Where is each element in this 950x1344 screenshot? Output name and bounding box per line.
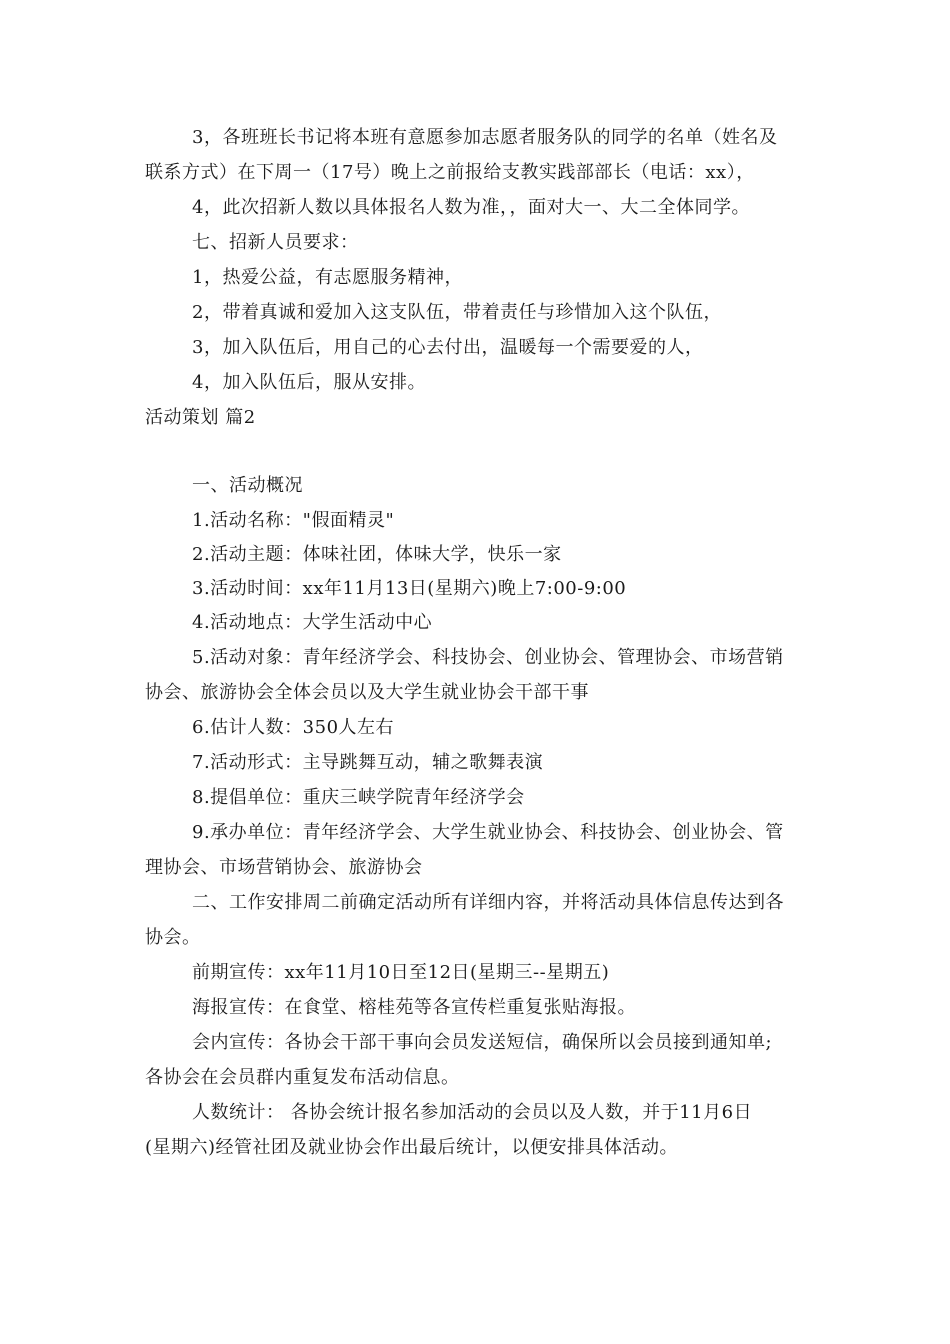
organizer-line-1: 9.承办单位：青年经济学会、大学生就业协会、科技协会、创业协会、管: [192, 822, 784, 843]
internal-promotion-line-1: 会内宣传：各协会干部干事向会员发送短信，确保所以会员接到通知单;: [192, 1032, 773, 1053]
item-3-line-2: 联系方式）在下周一（17号）晚上之前报给支教实践部部长（电话：xx），: [145, 162, 755, 183]
section-7-heading: 七、招新人员要求：: [192, 232, 359, 253]
item-4: 4，此次招新人数以具体报名人数为准，，面对大一、大二全体同学。: [192, 197, 750, 218]
activity-place: 4.活动地点：大学生活动中心: [192, 612, 433, 633]
section-1-heading: 一、活动概况: [192, 475, 303, 496]
estimated-count: 6.估计人数：350人左右: [192, 717, 395, 738]
requirement-3: 3，加入队伍后，用自己的心去付出，温暖每一个需要爱的人，: [192, 337, 704, 358]
organizer-line-2: 理协会、市场营销协会、旅游协会: [145, 857, 423, 878]
poster-promotion: 海报宣传：在食堂、榕桂苑等各宣传栏重复张贴海报。: [192, 997, 636, 1018]
section-2-line-1: 二、工作安排周二前确定活动所有详细内容，并将活动具体信息传达到各: [192, 892, 784, 913]
item-3-line-1: 3，各班班长书记将本班有意愿参加志愿者服务队的同学的名单（姓名及: [192, 127, 778, 148]
early-promotion: 前期宣传：xx年11月10日至12日(星期三--星期五): [192, 962, 610, 983]
activity-target-line-2: 协会、旅游协会全体会员以及大学生就业协会干部干事: [145, 682, 589, 703]
activity-theme: 2.活动主题：体味社团，体味大学，快乐一家: [192, 544, 562, 565]
statistics-line-2: (星期六)经管社团及就业协会作出最后统计，以便安排具体活动。: [145, 1137, 679, 1158]
requirement-4: 4，加入队伍后，服从安排。: [192, 372, 426, 393]
requirement-1: 1，热爱公益，有志愿服务精神，: [192, 267, 463, 288]
activity-target-line-1: 5.活动对象：青年经济学会、科技协会、创业协会、管理协会、市场营销: [192, 647, 784, 668]
section-2-line-2: 协会。: [145, 927, 201, 948]
activity-form: 7.活动形式：主导跳舞互动，辅之歌舞表演: [192, 752, 544, 773]
statistics-line-1: 人数统计： 各协会统计报名参加活动的会员以及人数，并于11月6日: [192, 1102, 753, 1123]
sponsor: 8.提倡单位：重庆三峡学院青年经济学会: [192, 787, 525, 808]
activity-time: 3.活动时间：xx年11月13日(星期六)晚上7:00-9:00: [192, 578, 627, 599]
activity-name: 1.活动名称："假面精灵": [192, 510, 395, 531]
internal-promotion-line-2: 各协会在会员群内重复发布活动信息。: [145, 1067, 460, 1088]
requirement-2: 2，带着真诚和爱加入这支队伍，带着责任与珍惜加入这个队伍，: [192, 302, 722, 323]
part-2-title: 活动策划 篇2: [145, 407, 256, 428]
